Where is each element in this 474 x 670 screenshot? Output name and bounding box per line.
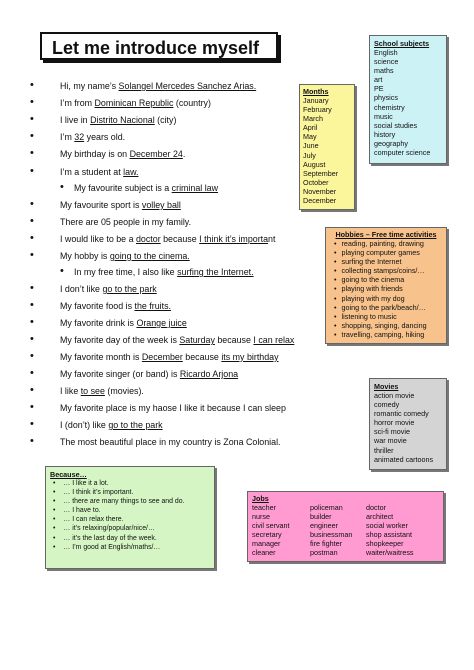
movie-item: romantic comedy	[374, 409, 429, 419]
job-item: engineer	[310, 521, 338, 531]
bullet-icon: •	[30, 435, 34, 447]
hobby-item: • shopping, singing, dancing	[330, 321, 442, 330]
school-subjects-box	[369, 35, 447, 164]
hobby-item: • reading, painting, drawing	[330, 239, 442, 248]
sentence-fragment: My favorite drink is	[60, 318, 137, 328]
because-title: Because…	[50, 470, 87, 479]
sentence-fragment: years old.	[84, 132, 126, 142]
jobs-column	[252, 503, 290, 558]
subject-item: chemistry	[374, 102, 405, 112]
job-item: policeman	[310, 503, 343, 512]
month-item: September	[303, 168, 339, 178]
bullet-icon: •	[30, 147, 34, 159]
filled-answer: its my birthday	[221, 352, 279, 362]
sentence-fragment: (country)	[173, 98, 211, 108]
month-item: November	[303, 186, 337, 196]
job-item: waiter/waitress	[366, 548, 414, 558]
sentence-fragment: (city)	[154, 115, 177, 125]
filled-answer: Orange juice	[136, 318, 187, 328]
months-title: Months	[303, 87, 329, 96]
bullet-icon: •	[30, 198, 34, 210]
movie-item: action movie	[374, 391, 415, 400]
subject-item: computer science	[374, 148, 431, 158]
sentence-fragment: because	[182, 352, 222, 362]
sentence-fragment: because	[214, 335, 254, 345]
job-item: builder	[310, 512, 332, 522]
sentence-fragment: My favorite food is	[60, 301, 135, 311]
bullet-icon: •	[30, 299, 34, 311]
month-item: February	[303, 105, 332, 115]
bullet-icon: •	[30, 401, 34, 413]
sentence-fragment: My favourite subject is a	[74, 183, 172, 193]
sentence-text	[60, 217, 191, 228]
subject-item: music	[374, 111, 393, 121]
job-item: businessman	[310, 530, 353, 540]
sentence-text	[60, 115, 176, 126]
bullet-icon: •	[30, 367, 34, 379]
job-item: doctor	[366, 503, 386, 512]
filled-answer: doctor	[135, 234, 161, 244]
movie-item: sci-fi movie	[374, 427, 410, 437]
bullet-icon: •	[30, 113, 34, 125]
jobs-grid	[252, 503, 439, 563]
job-item: manager	[252, 539, 281, 549]
subject-item: English	[374, 48, 398, 57]
month-item: June	[303, 141, 319, 151]
job-item: postman	[310, 548, 338, 558]
sentence-text	[60, 149, 185, 160]
filled-answer: criminal law	[171, 183, 219, 193]
sentence-fragment: In my free time, I also like	[74, 267, 178, 277]
because-item: • … there are many things to see and do.	[50, 497, 210, 506]
filled-answer: surfing the Internet.	[177, 267, 254, 277]
sentence-fragment: I’m	[60, 132, 75, 142]
hobbies-title: Hobbies – Free time activities	[335, 230, 437, 239]
bullet-icon: •	[30, 79, 34, 91]
hobby-item: • playing with friends	[330, 284, 442, 293]
subject-item: social studies	[374, 120, 418, 130]
sentence-text	[60, 167, 138, 178]
sentence-fragment: Hi, my name’s	[60, 81, 119, 91]
sentence-fragment: .	[182, 149, 186, 159]
sentence-fragment: My hobby is	[60, 251, 110, 261]
because-item: • … I can relax there.	[50, 515, 210, 524]
because-item: • … I have to.	[50, 506, 210, 515]
sentence-fragment: (movies).	[104, 386, 144, 396]
sentence-fragment: I (don’t) like	[60, 420, 109, 430]
filled-answer: the fruits.	[134, 301, 171, 311]
sentence-text	[60, 369, 238, 380]
sentence-text	[60, 132, 125, 143]
bullet-icon: •	[30, 96, 34, 108]
filled-answer: Dominican Republic	[94, 98, 174, 108]
movie-item: thriller	[374, 445, 394, 455]
movie-item: war movie	[374, 436, 407, 446]
subject-item: history	[374, 129, 396, 139]
sentence-fragment: nt	[268, 234, 276, 244]
sentence-text	[60, 200, 181, 211]
bullet-icon: •	[30, 316, 34, 328]
bullet-icon: •	[30, 384, 34, 396]
month-item: March	[303, 114, 323, 124]
sentence-fragment: My favourite sport is	[60, 200, 142, 210]
filled-answer: December	[141, 352, 183, 362]
movies-title: Movies	[374, 382, 399, 391]
bullet-icon: •	[30, 282, 34, 294]
sentence-text	[60, 234, 275, 245]
month-item: October	[303, 177, 329, 187]
because-item: • … I’m good at English/maths/…	[50, 543, 210, 552]
school-subjects-title: School subjects	[374, 39, 430, 48]
sentence-fragment: My favorite month is	[60, 352, 142, 362]
filled-answer: going to the cinema.	[109, 251, 190, 261]
bullet-icon: •	[30, 165, 34, 177]
filled-answer: volley ball	[141, 200, 181, 210]
subject-item: physics	[374, 93, 398, 103]
hobby-item: • travelling, camping, hiking	[330, 330, 442, 339]
movies-box	[369, 378, 447, 470]
filled-answer: I think it’s importa	[199, 234, 269, 244]
because-item: • … it’s relaxing/popular/nice/…	[50, 524, 210, 533]
job-item: nurse	[252, 512, 270, 522]
sentence-fragment: My birthday is on	[60, 149, 130, 159]
job-item: shopkeeper	[366, 539, 404, 549]
filled-answer: to see	[80, 386, 105, 396]
hobby-item: • going to the park/beach/…	[330, 303, 442, 312]
hobby-item: • collecting stamps/coins/…	[330, 266, 442, 275]
job-item: architect	[366, 512, 394, 522]
sentence-text	[60, 301, 171, 312]
hobbies-box	[325, 227, 447, 344]
bullet-icon: •	[30, 249, 34, 261]
subject-item: maths	[374, 66, 394, 76]
bullet-icon: •	[30, 418, 34, 430]
subject-item: art	[374, 75, 383, 85]
because-item: • … I like it a lot.	[50, 479, 210, 488]
sentence-fragment: My favorite day of the week is	[60, 335, 180, 345]
sentence-fragment: I don’t like	[60, 284, 103, 294]
month-item: April	[303, 123, 318, 133]
sentence-text	[74, 267, 254, 278]
jobs-column	[310, 503, 352, 558]
sentence-text	[60, 81, 256, 92]
bullet-icon: •	[60, 181, 64, 193]
bullet-icon: •	[30, 215, 34, 227]
hobby-item: • going to the cinema	[330, 275, 442, 284]
filled-answer: go to the park	[102, 284, 157, 294]
sentence-text	[60, 386, 144, 397]
sentence-fragment: I’m from	[60, 98, 95, 108]
filled-answer: 32	[74, 132, 85, 142]
because-item: • … I think it’s important.	[50, 488, 210, 497]
job-item: social worker	[366, 521, 408, 531]
movie-item: horror movie	[374, 418, 415, 428]
jobs-title: Jobs	[252, 494, 269, 503]
filled-answer: Distrito Nacional	[90, 115, 155, 125]
sentence-text	[60, 420, 163, 431]
sentence-fragment: There are 05 people in my family.	[60, 217, 192, 227]
month-item: January	[303, 96, 329, 105]
hobby-item: • listening to music	[330, 312, 442, 321]
sentence-fragment: I live in	[60, 115, 91, 125]
job-item: fire fighter	[310, 539, 342, 549]
sentence-fragment: My favorite singer (or band) is	[60, 369, 180, 379]
sentence-fragment: because	[160, 234, 200, 244]
month-item: August	[303, 159, 326, 169]
month-item: December	[303, 196, 337, 206]
page-title: Let me introduce myself	[40, 32, 278, 60]
movie-item: animated cartoons	[374, 454, 434, 464]
sentence-fragment: The most beautiful place in my country is Zona Colonial.	[60, 437, 281, 447]
because-item: • … it’s the last day of the week.	[50, 534, 210, 543]
months-box	[299, 84, 355, 210]
bullet-icon: •	[60, 265, 64, 277]
bullet-icon: •	[30, 232, 34, 244]
filled-answer: law.	[123, 167, 139, 177]
sentence-text	[60, 251, 190, 262]
hobby-item: • playing computer games	[330, 248, 442, 257]
filled-answer: I can relax	[253, 335, 295, 345]
bullet-icon: •	[30, 350, 34, 362]
jobs-column	[366, 503, 414, 558]
bullet-icon: •	[30, 333, 34, 345]
jobs-box	[247, 491, 444, 562]
sentence-fragment: I would like to be a	[60, 234, 136, 244]
sentence-text	[60, 352, 279, 363]
job-item: secretary	[252, 530, 282, 540]
subject-item: PE	[374, 84, 384, 94]
filled-answer: Solangel Mercedes Sanchez Arias.	[118, 81, 257, 91]
movie-item: comedy	[374, 400, 400, 410]
bullet-icon: •	[30, 130, 34, 142]
subject-item: science	[374, 57, 399, 67]
job-item: civil servant	[252, 521, 290, 531]
job-item: teacher	[252, 503, 276, 512]
sentence-fragment: I like	[60, 386, 81, 396]
hobby-item: • surfing the Internet	[330, 257, 442, 266]
sentence-text	[60, 318, 187, 329]
filled-answer: Saturday	[179, 335, 215, 345]
because-box	[45, 466, 215, 569]
sentence-text	[60, 403, 286, 414]
sentence-text	[60, 335, 294, 346]
sentence-text	[74, 183, 218, 194]
filled-answer: December 24	[129, 149, 183, 159]
filled-answer: go to the park	[108, 420, 163, 430]
sentence-text	[60, 284, 157, 295]
job-item: shop assistant	[366, 530, 412, 540]
sentence-text	[60, 437, 281, 448]
hobby-item: • playing with my dog	[330, 294, 442, 303]
month-item: May	[303, 132, 317, 142]
filled-answer: Ricardo Arjona	[179, 369, 239, 379]
sentence-fragment: I’m a student at	[60, 167, 124, 177]
job-item: cleaner	[252, 548, 276, 558]
sentence-text	[60, 98, 211, 109]
month-item: July	[303, 150, 316, 160]
subject-item: geography	[374, 138, 408, 148]
sentence-fragment: My favorite place is my haose I like it because I can sleep	[60, 403, 286, 413]
